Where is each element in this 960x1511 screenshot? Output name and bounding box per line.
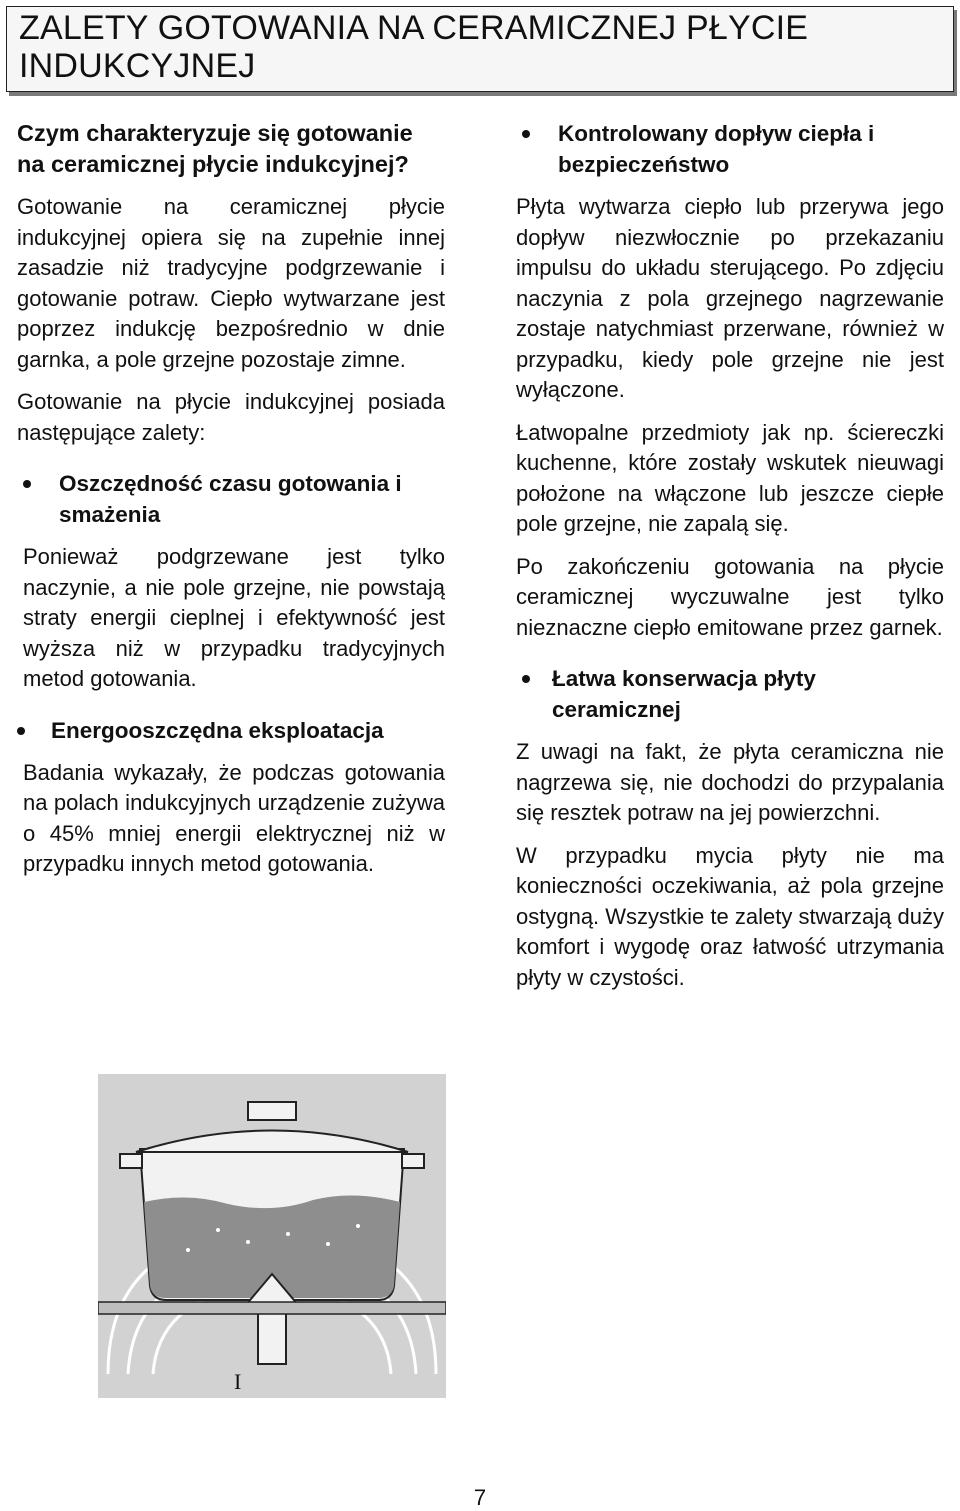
bullet-time-saving-heading: Oszczędność czasu gotowania i smażenia [59, 471, 402, 527]
pot-handle-left [120, 1154, 142, 1168]
bullet-dot-icon [522, 675, 530, 683]
induction-pot-illustration [98, 1074, 446, 1398]
intro-paragraph: Gotowanie na ceramicznej płycie indukcyjnej opiera się na zupełnie innej zasadzie niż tradycyjne podgrzewanie i gotowanie potraw. Ciepło wytwarzane jest poprzez indukcję bezpośrednio w dnie garnka, a pole grzejne pozostaje zimne. [17, 194, 445, 372]
heat-control-text-1: Płyta wytwarza ciepło lub przerywa jego dopływ niezwłocznie po przekazaniu impulsu do układu sterującego. Po zdjęciu naczynia z pola grzejnego nagrzewanie zostaje natychmiast przerwane, również w przypadku, kiedy pole grzejne nie jest wyłączone. [516, 194, 944, 402]
heat-control-text-2: Łatwopalne przedmioty jak np. ściereczki kuchenne, które zostały wskutek nieuwagi położone na włączone lub jeszcze ciepłe pole grzejne, nie zapalą się. [516, 419, 944, 536]
bullet-heat-control [516, 118, 944, 180]
bullet-time-saving-text: Ponieważ podgrzewane jest tylko naczynie, a nie pole grzejne, nie powstają straty energii cieplnej i efektywność jest wyższa niż w przypadku tradycyjnych metod gotowania. [23, 544, 445, 691]
bullet-energy-saving [17, 715, 445, 746]
coil-label: I [234, 1369, 242, 1394]
bullet-energy-saving-heading: Energooszczędna eksploatacja [51, 717, 384, 743]
ceramic-plate [98, 1302, 446, 1314]
bullet-heat-control-heading: Kontrolowany dopływ ciepła i bezpieczeństwo [558, 121, 875, 177]
page-number: 7 [473, 1485, 487, 1510]
bullet-energy-saving-text: Badania wykazały, że podczas gotowania na polach indukcyjnych urządzenie zużywa o 45% mniej energii elektrycznej niż w przypadku innych metod gotowania. [23, 759, 445, 876]
bullet-dot-icon [23, 480, 31, 488]
pot-handle-right [402, 1154, 424, 1168]
right-column [516, 118, 944, 1005]
page-title: ZALETY GOTOWANIA NA CERAMICZNEJ PŁYCIE INDUKCYJNEJ [19, 9, 809, 85]
intro-heading: Czym charakteryzuje się gotowanie na ceramicznej płycie indukcyjnej? [17, 120, 413, 177]
left-column [17, 118, 445, 892]
advantages-intro: Gotowanie na płycie indukcyjnej posiada następujące zalety: [17, 389, 445, 445]
bullet-time-saving [17, 468, 445, 530]
lid-knob [248, 1102, 296, 1120]
easy-cleaning-text-1: Z uwagi na fakt, że płyta ceramiczna nie nagrzewa się, nie dochodzi do przypalania się resztek potraw na jej powierzchni. [516, 739, 944, 825]
bullet-dot-icon [17, 727, 25, 735]
bullet-dot-icon [522, 130, 530, 138]
bullet-easy-cleaning [516, 663, 944, 725]
heat-control-text-3: Po zakończeniu gotowania na płycie ceramicznej wyczuwalne jest tylko nieznaczne ciepło emitowane przez garnek. [516, 553, 944, 640]
title-box [6, 6, 954, 92]
easy-cleaning-text-2: W przypadku mycia płyty nie ma konieczności oczekiwania, aż pola grzejne ostygną. Wszystkie te zalety stwarzają duży komfort i wygodę oraz łatwość utrzymania płyty w czystości. [516, 842, 944, 990]
bullet-easy-cleaning-heading: Łatwa konserwacja płyty ceramicznej [552, 666, 816, 722]
